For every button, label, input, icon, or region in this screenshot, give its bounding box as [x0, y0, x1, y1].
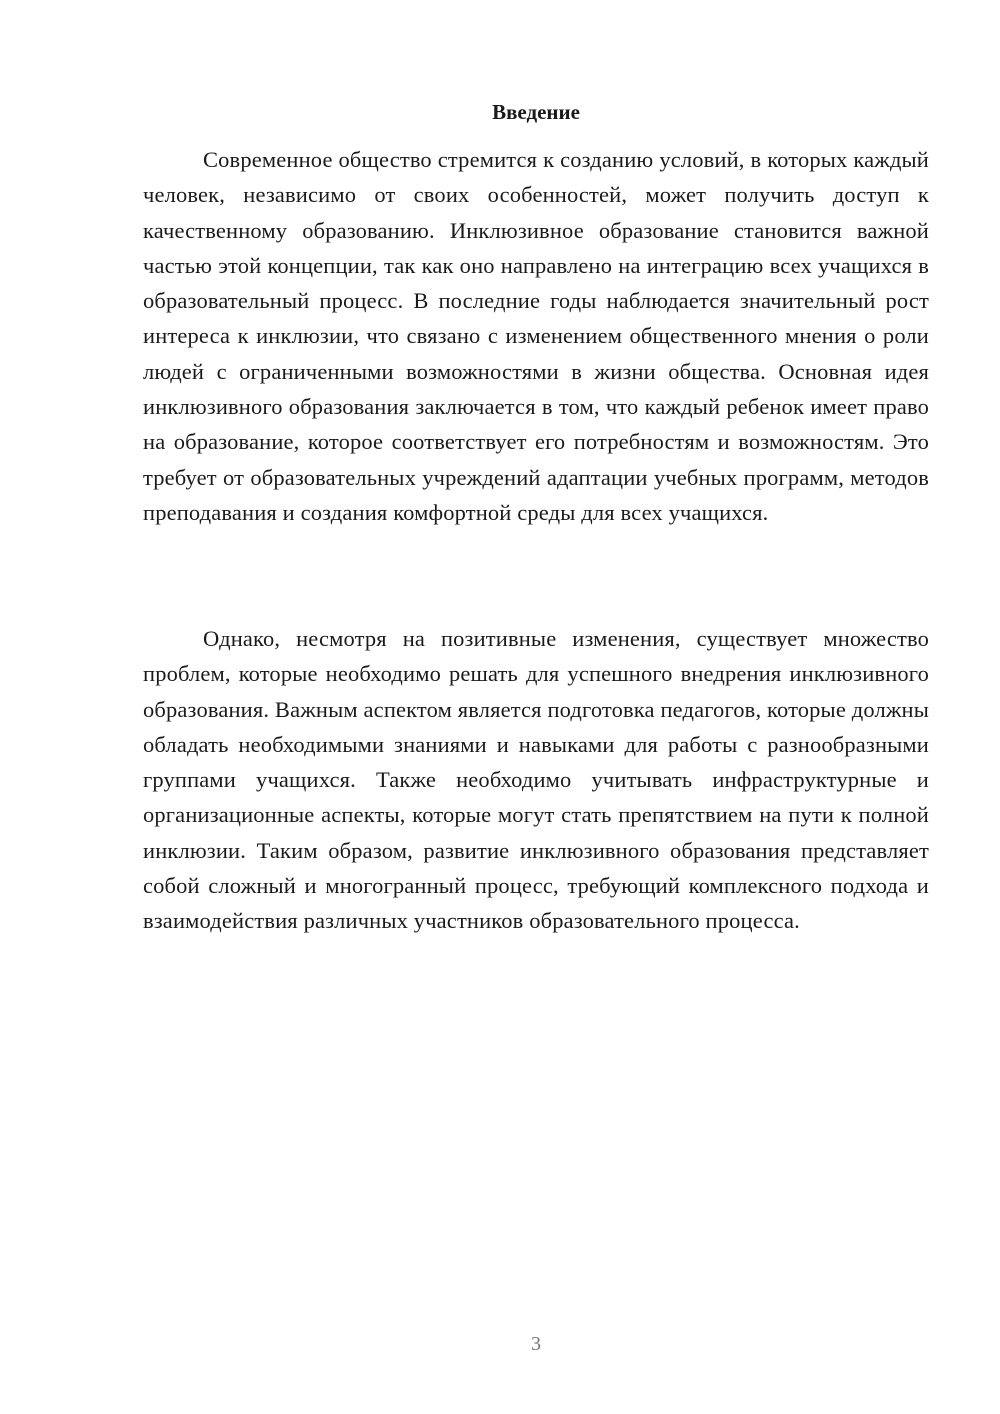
paragraph-2: Однако, несмотря на позитивные изменения, существует множество проблем, которые необходимо решать для успешного внедрения инклюзивного образования. Важным аспектом является подготовка педагогов, которые должны обладать необходимыми знаниями и навыками для работы с разнообразными группами учащихся. Также необходимо учитывать инфраструктурные и организационные аспекты, которые могут стать препятствием на пути к полной инклюзии. Таким образом, развитие инклюзивного образования представляет собой сложный и многогранный процесс, требующий комплексного подхода и взаимодействия различных участников образовательного процесса. [143, 626, 929, 934]
page-number: 3 [531, 1333, 541, 1355]
section-title: Введение [492, 100, 580, 124]
paragraph-1: Современное общество стремится к созданию условий, в которых каждый человек, независимо от своих особенностей, может получить доступ к качественному образованию. Инклюзивное образование становится важной частью этой концепции, так как оно направлено на интеграцию всех учащихся в образовательный процесс. В последние годы наблюдается значительный рост интереса к инклюзии, что связано с изменением общественного мнения о роли людей с ограниченными возможностями в жизни общества. Основная идея инклюзивного образования заключается в том, что каждый ребенок имеет право на образование, которое соответствует его потребностям и возможностям. Это требует от образовательных учреждений адаптации учебных программ, методов преподавания и создания комфортной среды для всех учащихся. [143, 147, 929, 525]
